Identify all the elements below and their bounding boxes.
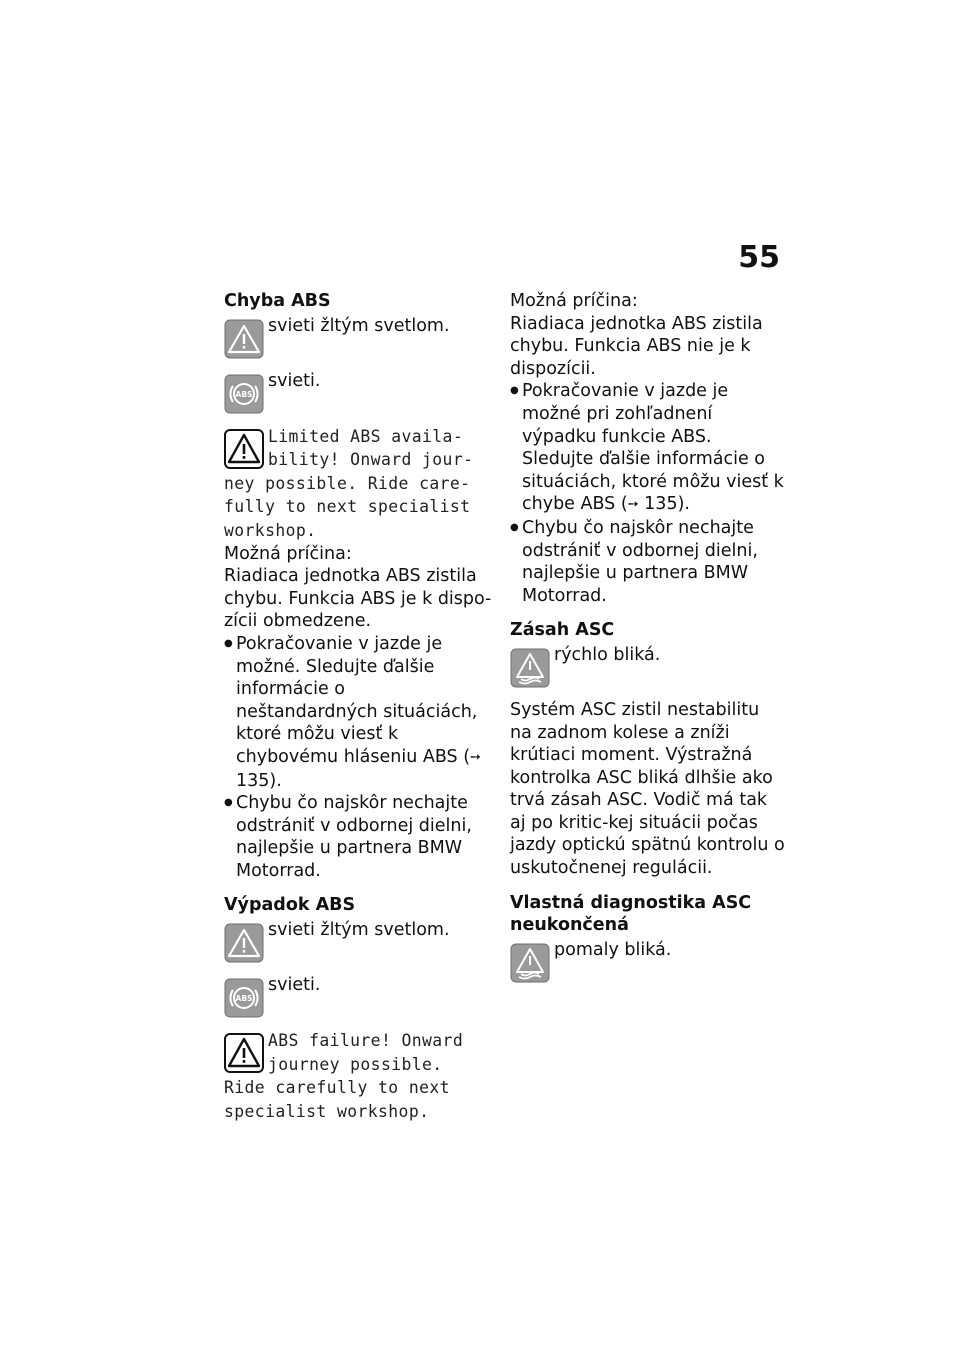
indicator-row-warning (224, 315, 492, 362)
page-number: 55 (738, 240, 780, 275)
list-item: ● Pokračovanie v jazde je možné pri zohľadnení výpadku funkcie ABS. Sledujte ďalšie informácie o situáciách, ktoré môžu viesť k chybe ABS (➙ 135). (510, 380, 785, 517)
indicator-row-warning (224, 919, 492, 966)
cause-label: Možná príčina: (224, 543, 352, 564)
section-vypadok-abs (224, 894, 492, 1123)
indicator-text: svieti žltým svetlom. (268, 920, 450, 941)
indicator-row-asc (510, 644, 785, 691)
display-message: ABS failure! Onward journey possible. Ride carefully to next specialist workshop. (224, 1031, 464, 1121)
abs-lamp-icon (224, 978, 264, 1018)
cause-text: Riadiaca jednotka ABS zistila chybu. Funkcia ABS nie je k dispozícii. (510, 313, 763, 379)
section-zasah-asc (510, 619, 785, 879)
display-message: Limited ABS availa-bility! Onward jour-ney possible. Ride care-fully to next specialist workshop. (224, 426, 474, 540)
indicator-text: svieti. (268, 975, 321, 996)
display-message-row (224, 1029, 492, 1123)
action-list (510, 380, 785, 607)
warning-triangle-filled-icon (224, 923, 264, 963)
right-column (510, 290, 785, 994)
list-item: ● Chybu čo najskôr nechajte odstrániť v odbornej dielni, najlepšie u partnera BMW Motorrad. (510, 517, 785, 607)
warning-triangle-outline-icon (224, 429, 264, 469)
asc-lamp-icon (510, 648, 550, 688)
abs-lamp-icon (224, 374, 264, 414)
reference-arrow-icon: ➙ (470, 749, 481, 765)
indicator-row-abs (224, 370, 492, 417)
cause-text: Riadiaca jednotka ABS zistila chybu. Funkcia ABS je k dispo-zícii obmedzene. (224, 566, 492, 632)
display-message-row (224, 425, 492, 543)
list-item: ● Pokračovanie v jazde je možné. Sledujte ďalšie informácie o neštandardných situáciách, ktoré môžu viesť k chybovému hláseniu ABS (➙ 135). (224, 633, 492, 792)
action-list (224, 633, 492, 883)
heading-zasah-asc: Zásah ASC (510, 620, 615, 641)
cause-label: Možná príčina: (510, 291, 638, 311)
section-diag-asc (510, 892, 785, 986)
indicator-row-asc (510, 939, 785, 986)
indicator-row-abs (224, 974, 492, 1021)
heading-chyba-abs: Chyba ABS (224, 291, 331, 311)
list-item: ● Chybu čo najskôr nechajte odstrániť v odbornej dielni, najlepšie u partnera BMW Motorrad. (224, 792, 492, 882)
asc-lamp-icon (510, 943, 550, 983)
warning-triangle-outline-icon (224, 1033, 264, 1073)
warning-triangle-filled-icon (224, 319, 264, 359)
reference-arrow-icon: ➙ (627, 497, 639, 513)
indicator-text: svieti. (268, 370, 321, 391)
left-column (224, 290, 492, 1123)
indicator-text: svieti žltým svetlom. (268, 315, 450, 336)
asc-description: Systém ASC zistil nestabilitu na zadnom kolese a zníži krútiaci moment. Výstražná kontrolka ASC bliká dlhšie ako trvá zásah ASC. Vodič má tak aj po kritic-kej situácii počas jazdy optickú spätnú kontrolu o uskutočnenej regulácii. (510, 699, 785, 879)
indicator-text: rýchlo bliká. (554, 644, 661, 665)
indicator-text: pomaly bliká. (554, 939, 672, 960)
heading-diag-asc: Vlastná diagnostika ASC neukončená (510, 892, 752, 936)
section-chyba-abs (224, 290, 492, 882)
heading-vypadok-abs: Výpadok ABS (224, 895, 356, 916)
